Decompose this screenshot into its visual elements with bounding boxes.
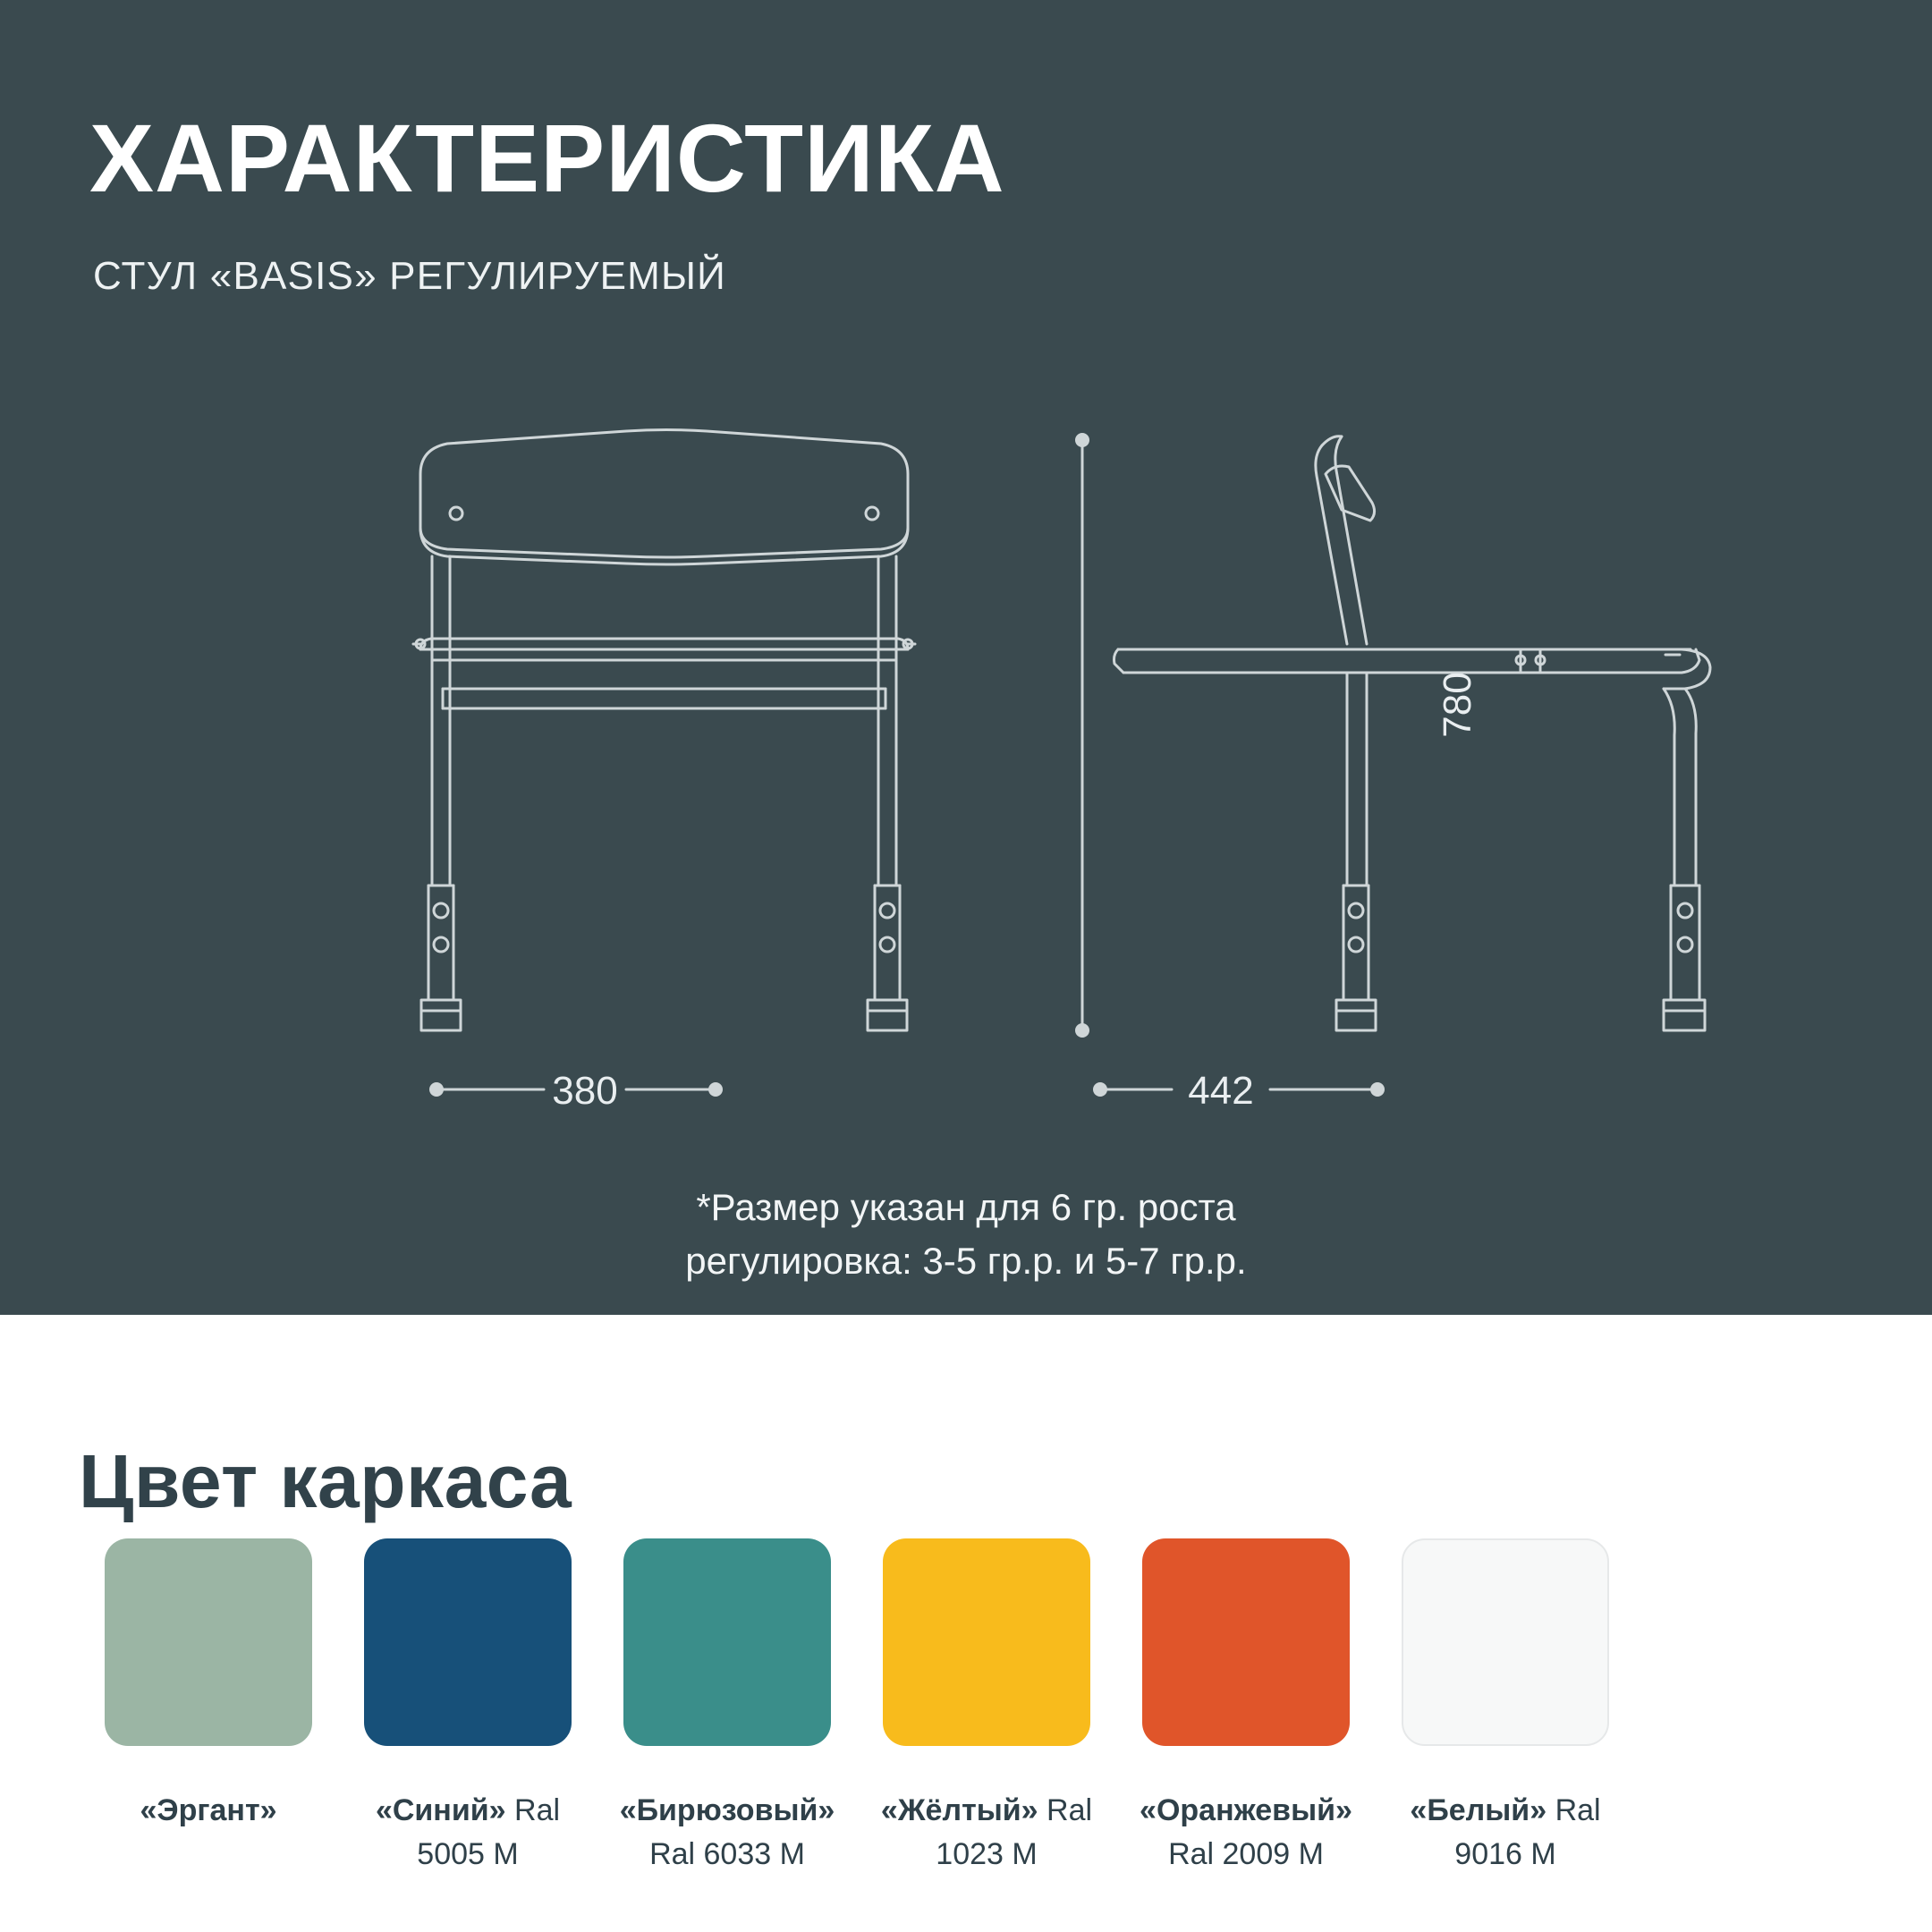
color-swatch-row (79, 1538, 1859, 1877)
color-ral: Ral 5005 M (417, 1793, 561, 1872)
dimension-depth-label: 442 (1188, 1069, 1254, 1113)
technical-drawing (0, 420, 1932, 1136)
page-title: ХАРАКТЕРИСТИКА (89, 104, 1005, 213)
color-label (1121, 1789, 1371, 1877)
product-subtitle: СТУЛ «BASIS» РЕГУЛИРУЕМЫЙ (93, 254, 726, 298)
size-note-line-1: *Размер указан для 6 гр. роста (696, 1186, 1236, 1228)
color-label (140, 1789, 276, 1833)
color-swatch[interactable] (1402, 1538, 1609, 1746)
color-ral: Ral 2009 M (1168, 1837, 1324, 1872)
color-option-ergant[interactable] (79, 1538, 338, 1877)
front-view-drawing (413, 430, 915, 1031)
color-option-white[interactable] (1376, 1538, 1635, 1877)
color-name: «Синий» (375, 1793, 506, 1827)
color-name: «Белый» (1410, 1793, 1547, 1827)
color-swatch[interactable] (1142, 1538, 1350, 1746)
color-option-yellow[interactable] (857, 1538, 1116, 1877)
color-name: «Жёлтый» (880, 1793, 1038, 1827)
color-ral: Ral 9016 M (1454, 1793, 1601, 1872)
size-note (0, 1181, 1932, 1287)
color-swatch[interactable] (883, 1538, 1090, 1746)
frame-color-title: Цвет каркаса (79, 1438, 572, 1523)
color-name: «Эргант» (140, 1793, 277, 1827)
color-name: «Оранжевый» (1140, 1793, 1352, 1827)
side-view-drawing (1114, 436, 1711, 1030)
color-ral: Ral 6033 M (649, 1837, 805, 1872)
color-option-blue[interactable] (338, 1538, 597, 1877)
color-label (343, 1789, 593, 1877)
size-note-line-2: регулировка: 3-5 гр.р. и 5-7 гр.р. (685, 1239, 1247, 1282)
color-label (602, 1789, 852, 1877)
color-option-orange[interactable] (1116, 1538, 1376, 1877)
color-label (1380, 1789, 1631, 1877)
dimension-height-label: 780 (1436, 672, 1479, 738)
color-swatch[interactable] (623, 1538, 831, 1746)
frame-color-panel (0, 1315, 1932, 1932)
color-label (861, 1789, 1112, 1877)
color-ral: Ral 1023 M (936, 1793, 1093, 1872)
dimension-height (1075, 433, 1089, 1038)
color-swatch[interactable] (364, 1538, 572, 1746)
color-swatch[interactable] (105, 1538, 312, 1746)
chair-drawings-svg (0, 420, 1932, 1136)
dimension-width-label: 380 (552, 1069, 618, 1113)
color-name: «Бирюзовый» (619, 1793, 835, 1827)
color-option-turquoise[interactable] (597, 1538, 857, 1877)
